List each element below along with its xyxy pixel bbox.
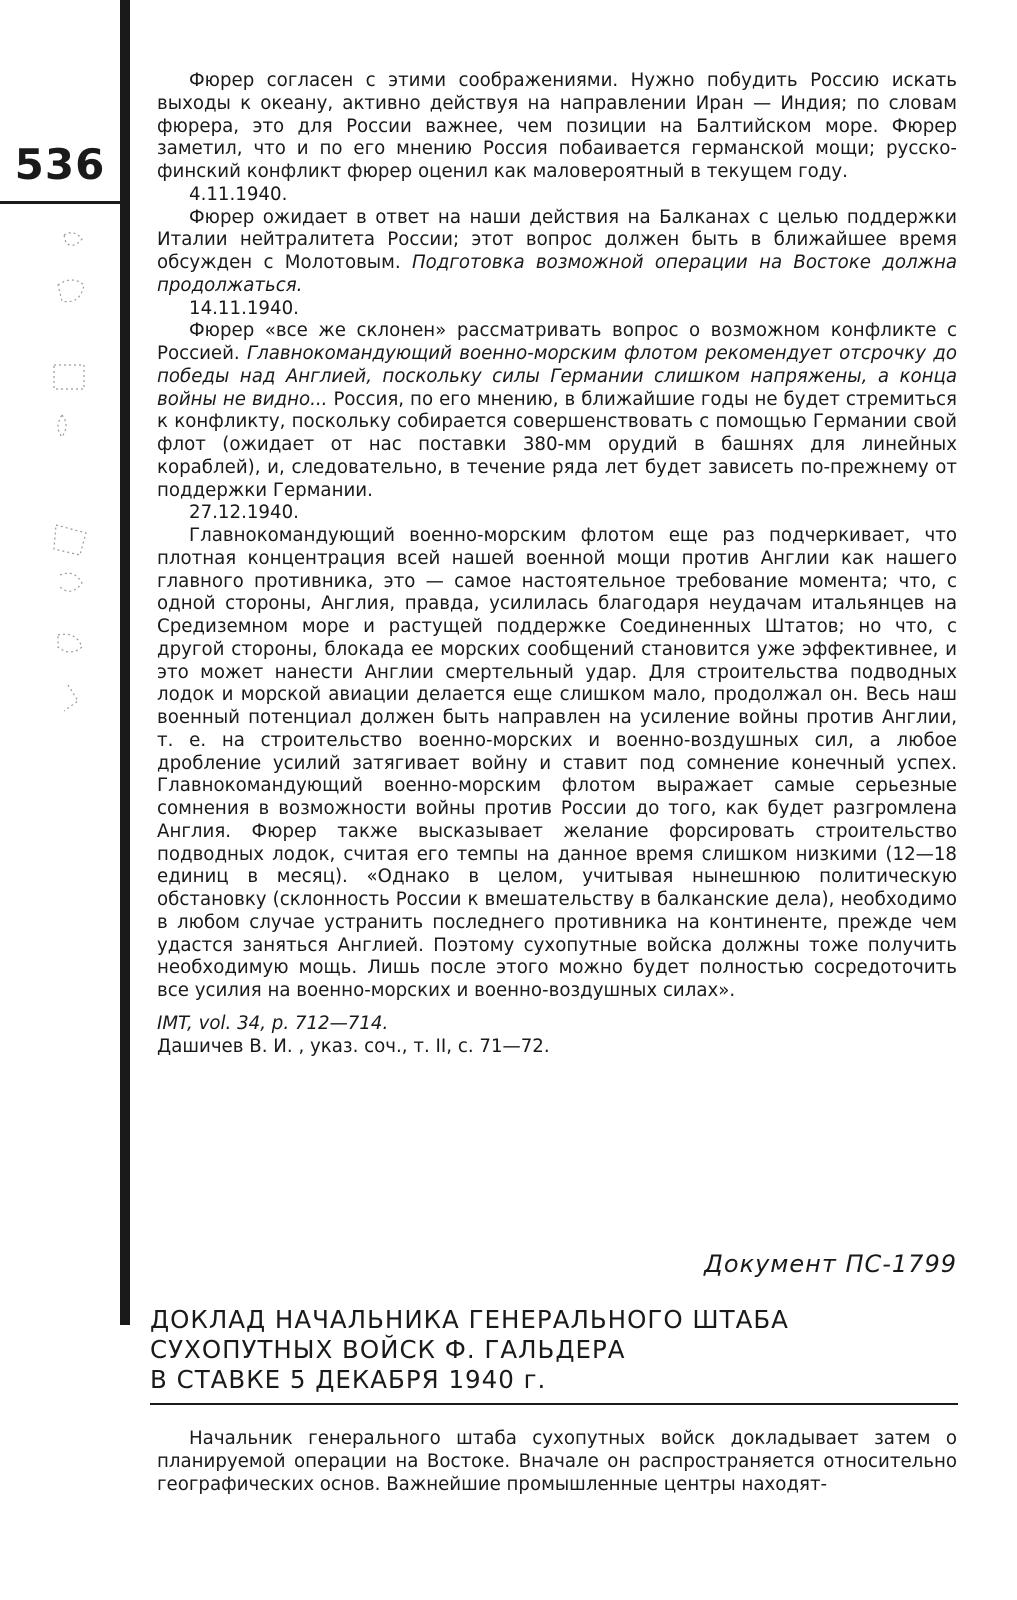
paragraph: Начальник генерального штаба сухопутных войск докладывает затем о планируемой операции на Востоке. Вначале он распространяется относительно географических основ. Важнейшие промышленные центры находят- [157, 1428, 957, 1495]
document-title-line: В СТАВКЕ 5 ДЕКАБРЯ 1940 г. [150, 1365, 547, 1394]
title-rule [150, 1403, 958, 1405]
document-label: Документ ПС-1799 [704, 1250, 957, 1278]
entry-date: 14.11.1940. [189, 297, 299, 319]
document-title [150, 1305, 970, 1395]
main-text [157, 70, 957, 1058]
entry-text [157, 207, 957, 298]
entry-text-plain: Фюрер ожидает в ответ на наши действия на Балканах с целью поддержки Италии нейтралитета России; этот вопрос должен быть в ближайшее время обсужден с Молотовым. [157, 206, 957, 273]
source-imt: IMT, vol. 34, p. 712—714. [157, 1012, 389, 1034]
document-title-line: ДОКЛАД НАЧАЛЬНИКА ГЕНЕРАЛЬНОГО ШТАБА [150, 1305, 789, 1334]
entry-text [157, 320, 957, 502]
paragraph: Фюрер согласен с этими соображениями. Нужно побудить Россию искать выходы к океану, активно действуя на направлении Иран — Индия; по словам фюрера, это для России важнее, чем позиции на Балтийском море. Фюрер заметил, что и по его мнению Россия побаивается германской мощи; русско-финский конфликт фюрер оценил как маловероятный в текущем году. [157, 70, 957, 182]
entry-text-plain: Фюрер «все же склонен» рассматривать вопрос о возможном конфликте с Россией. [157, 320, 957, 364]
page-number-underline [0, 201, 120, 204]
page-number: 536 [14, 140, 106, 189]
library-stamp-mark [44, 225, 104, 725]
entry-text-italic: Подготовка возможной операции на Востоке должна продолжаться. [157, 252, 957, 296]
document-body [157, 1428, 957, 1496]
document-title-line: СУХОПУТНЫХ ВОЙСК Ф. ГАЛЬДЕРА [150, 1335, 626, 1364]
source-dashichev: Дашичев В. И. , указ. соч., т. II, с. 71—72. [157, 1035, 550, 1057]
entry-text-italic: Главнокомандующий военно-морским флотом рекомендует отсрочку до победы над Англией, поскольку силы Германии слишком напряжены, а конца войны не видно... [157, 343, 957, 410]
entry-date: 27.12.1940. [189, 502, 299, 524]
entry-text-plain: Россия, по его мнению, в ближайшие годы не будет стремиться к конфликту, поскольку собирается совершенствовать с помощью Германии свой флот (ожидает от нас поставки 380-мм орудий в башнях для линейных кораблей), и, следовательно, в течение ряда лет будет зависеть по-прежнему от поддержки Германии. [157, 388, 957, 501]
entry-text: Главнокомандующий военно-морским флотом еще раз подчеркивает, что плотная концентрация всей нашей военной мощи против Англии как нашего главного противника, это — самое настоятельное требование момента; что, с одной стороны, Англия, правда, усилилась благодаря неудачам итальянцев на Средиземном море и растущей поддержке Соединенных Штатов; но что, с другой стороны, блокада ее морских сообщений становится уже эффективнее, и это может нанести Англии смертельный удар. Для строительства подводных лодок и морской авиации делается еще слишком мало, продолжал он. Весь наш военный потенциал должен быть направлен на усиление войны против Англии, т. е. на строительство военно-морских и военно-воздушных сил, а любое дробление усилий затягивает войну и ставит под сомнение конечный успех. Главнокомандующий военно-морским флотом выражает самые серьезные сомнения в возможности войны против России до того, как будет разгромлена Англия. Фюрер также высказывает желание форсировать строительство подводных лодок, считая его темпы на данное время слишком низкими (12—18 единиц в месяц). «Однако в целом, учитывая нынешнюю политическую обстановку (склонность России к вмешательству в балканские дела), необходимо в любом случае устранить последнего противника на континенте, прежде чем удастся заняться Англией. Поэтому сухопутные войска должны тоже получить необходимую мощь. Лишь после этого можно будет полностью сосредоточить все усилия на военно-морских и военно-воздушных силах». [157, 525, 957, 1001]
entry-date: 4.11.1940. [189, 183, 288, 205]
margin-vertical-rule [120, 0, 130, 1325]
